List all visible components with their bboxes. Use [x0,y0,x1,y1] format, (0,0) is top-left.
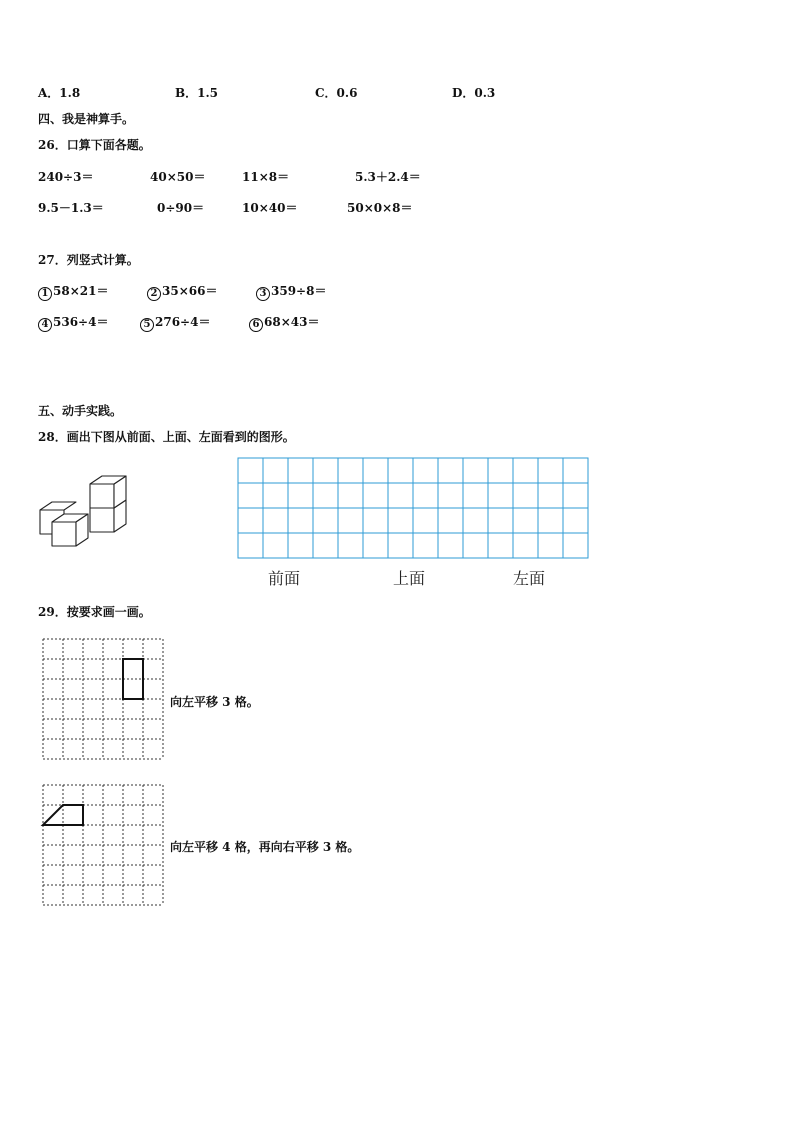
grid-cell[interactable] [388,533,413,558]
label-left: 左面 [513,569,546,588]
mental-math-item: 10×40＝ [242,201,298,215]
vertical-calc-item [140,313,210,332]
mental-math-item: 40×50＝ [150,170,206,184]
option-a: A．1.8 [38,86,81,100]
grid-cell[interactable] [438,458,463,483]
task-2-instruction: 向左平移 4 格，再向右平移 3 格。 [170,840,360,854]
grid-cell[interactable] [313,508,338,533]
mental-math-item: 11×8＝ [242,170,290,184]
grid-cell[interactable] [438,508,463,533]
grid-cell[interactable] [413,483,438,508]
question-26-title: 26．口算下面各题。 [38,138,151,152]
circled-number: 2 [147,287,161,301]
option-c: C．0.6 [315,86,358,100]
mental-math-item: 0÷90＝ [157,201,205,215]
grid-cell[interactable] [563,508,588,533]
grid-cell[interactable] [463,508,488,533]
grid-cell[interactable] [388,508,413,533]
grid-cell[interactable] [263,483,288,508]
circled-number: 4 [38,318,52,332]
grid-cell[interactable] [413,508,438,533]
grid-cell[interactable] [263,508,288,533]
grid-cell[interactable] [438,533,463,558]
grid-cell[interactable] [313,483,338,508]
grid-cell[interactable] [288,483,313,508]
grid-cell[interactable] [263,458,288,483]
option-d: D．0.3 [452,86,496,100]
grid-cell[interactable] [513,533,538,558]
circled-number: 1 [38,287,52,301]
section-5-title: 五、动手实践。 [38,404,123,418]
grid-cell[interactable] [238,458,263,483]
grid-cell[interactable] [363,533,388,558]
label-front: 前面 [268,569,301,588]
grid-cell[interactable] [538,508,563,533]
grid-cell[interactable] [463,483,488,508]
vertical-calc-item [147,282,217,301]
grid-cell[interactable] [488,458,513,483]
grid-cell[interactable] [363,458,388,483]
grid-cell[interactable] [488,483,513,508]
grid-cell[interactable] [413,458,438,483]
calc-expression: 359÷8＝ [271,284,327,298]
task-1-instruction: 向左平移 3 格。 [170,695,259,709]
grid-cell[interactable] [538,483,563,508]
grid-cell[interactable] [338,458,363,483]
question-28-title: 28．画出下图从前面、上面、左面看到的图形。 [38,430,295,444]
grid-cell[interactable] [438,483,463,508]
mental-math-item: 9.5－1.3＝ [38,201,104,215]
grid-cell[interactable] [513,483,538,508]
grid-cell[interactable] [238,508,263,533]
grid-cell[interactable] [563,458,588,483]
answer-grid[interactable] [237,457,589,559]
grid-cell[interactable] [288,533,313,558]
grid-cell[interactable] [388,458,413,483]
vertical-calc-item [38,282,108,301]
grid-cell[interactable] [238,533,263,558]
grid-cell[interactable] [388,483,413,508]
dotted-grid-1[interactable] [42,638,166,762]
label-top: 上面 [393,569,426,588]
mental-math-item: 240÷3＝ [38,170,94,184]
grid-cell[interactable] [563,533,588,558]
question-29-title: 29．按要求画一画。 [38,605,151,619]
grid-cell[interactable] [288,458,313,483]
calc-expression: 276÷4＝ [155,315,211,329]
grid-cell[interactable] [463,458,488,483]
dotted-grid-2[interactable] [42,784,166,908]
grid-cell[interactable] [338,483,363,508]
grid-cell[interactable] [513,508,538,533]
grid-cell[interactable] [313,533,338,558]
calc-expression: 58×21＝ [53,284,109,298]
question-27-title: 27．列竖式计算。 [38,253,139,267]
grid-cell[interactable] [363,483,388,508]
grid-cell[interactable] [363,508,388,533]
grid-cell[interactable] [288,508,313,533]
grid-cell[interactable] [463,533,488,558]
grid-cell[interactable] [263,533,288,558]
vertical-calc-item [249,313,319,332]
grid-cell[interactable] [238,483,263,508]
grid-cell[interactable] [513,458,538,483]
circled-number: 5 [140,318,154,332]
mental-math-item: 50×0×8＝ [347,201,413,215]
grid-cell[interactable] [338,533,363,558]
vertical-calc-item [38,313,108,332]
grid-cell[interactable] [338,508,363,533]
grid-cell[interactable] [538,458,563,483]
grid-cell[interactable] [488,533,513,558]
grid-cell[interactable] [563,483,588,508]
calc-expression: 35×66＝ [162,284,218,298]
grid-cell[interactable] [538,533,563,558]
calc-expression: 536÷4＝ [53,315,109,329]
option-b: B．1.5 [175,86,219,100]
circled-number: 6 [249,318,263,332]
section-4-title: 四、我是神算手。 [38,112,135,126]
vertical-calc-item [256,282,326,301]
grid-cell[interactable] [313,458,338,483]
cube-stack-figure [36,470,136,550]
mental-math-item: 5.3＋2.4＝ [355,170,421,184]
grid-cell[interactable] [413,533,438,558]
grid-cell[interactable] [488,508,513,533]
circled-number: 3 [256,287,270,301]
calc-expression: 68×43＝ [264,315,320,329]
